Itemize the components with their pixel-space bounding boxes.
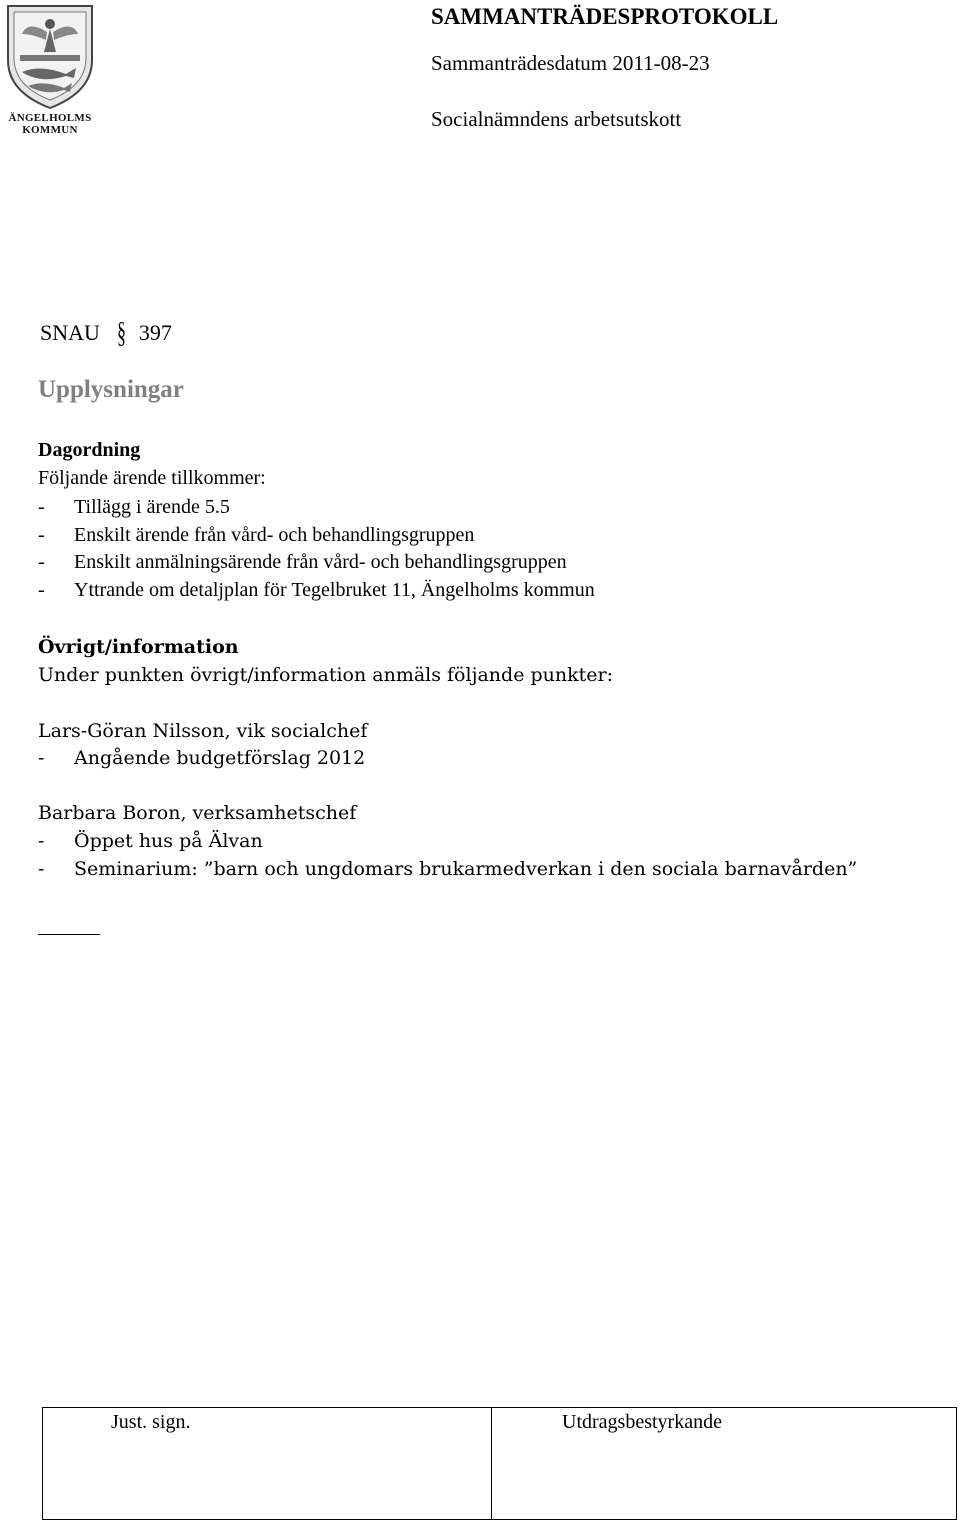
extract-certification-cell	[492, 1408, 956, 1519]
extract-certification-label: Utdragsbestyrkande	[562, 1411, 722, 1433]
person-line: Barbara Boron, verksamhetschef	[38, 802, 357, 824]
section-id-number: 397	[138, 320, 172, 345]
section-number	[40, 316, 172, 349]
section-prefix: SNAU	[40, 320, 100, 345]
agenda-item: - Enskilt anmälningsärende från vård- och behandlingsgruppen	[38, 551, 567, 573]
other-heading: Övrigt/information	[38, 636, 239, 658]
end-rule	[38, 934, 100, 935]
just-sign-cell	[43, 1408, 492, 1519]
other-intro: Under punkten övrigt/information anmäls följande punkter:	[38, 664, 613, 686]
document-title: SAMMANTRÄDESPROTOKOLL	[431, 4, 779, 29]
agenda-intro: Följande ärende tillkommer:	[38, 467, 266, 489]
section-title: Upplysningar	[38, 376, 184, 403]
logo-text	[0, 112, 100, 136]
person-item: - Öppet hus på Älvan	[38, 830, 263, 852]
municipal-coat-of-arms-icon	[0, 0, 100, 112]
agenda-item: - Yttrande om detaljplan för Tegelbruket 11, Ängelholms kommun	[38, 579, 595, 601]
person-line: Lars-Göran Nilsson, vik socialchef	[38, 720, 368, 742]
municipality-logo	[0, 0, 100, 150]
logo-name-line2: KOMMUN	[22, 124, 78, 136]
logo-name-line1: ÄNGELHOLMS	[8, 112, 92, 124]
agenda-heading: Dagordning	[38, 439, 141, 461]
signature-table	[42, 1407, 957, 1520]
person-item: - Angående budgetförslag 2012	[38, 747, 366, 769]
person-item: - Seminarium: ”barn och ungdomars brukarmedverkan i den sociala barnavården”	[38, 858, 858, 880]
agenda-item: - Tillägg i ärende 5.5	[38, 496, 230, 518]
just-sign-label: Just. sign.	[111, 1411, 191, 1433]
committee-name: Socialnämndens arbetsutskott	[431, 107, 682, 131]
agenda-item: - Enskilt ärende från vård- och behandlingsgruppen	[38, 524, 475, 546]
section-symbol: §	[116, 316, 126, 349]
meeting-date: Sammanträdesdatum 2011-08-23	[431, 51, 710, 75]
